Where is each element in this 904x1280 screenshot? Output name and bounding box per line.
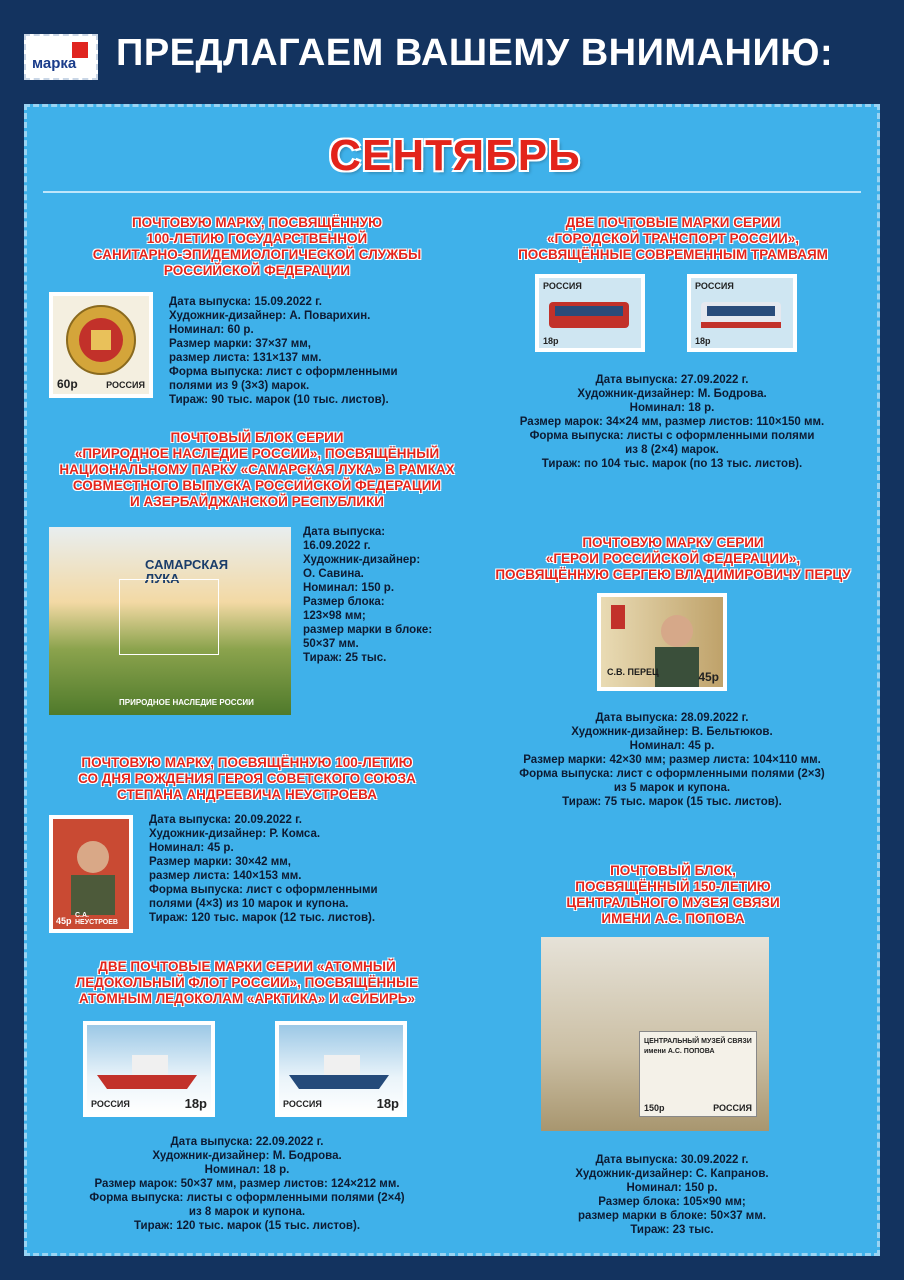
item-title-icebreakers: ДВЕ ПОЧТОВЫЕ МАРКИ СЕРИИ «АТОМНЫЙ ЛЕДОКОЛЬНЫЙ ФЛОТ РОССИИ», ПОСВЯЩЁННЫЕ АТОМНЫМ ЛЕДОКОЛАМ «АРКТИКА» И «СИБИРЬ» xyxy=(75,959,419,1006)
stamp-country: РОССИЯ xyxy=(695,281,734,291)
item-title-samarskaya: ПОЧТОВЫЙ БЛОК СЕРИИ «ПРИРОДНОЕ НАСЛЕДИЕ РОССИИ», ПОСВЯЩЁННЫЙ НАЦИОНАЛЬНОМУ ПАРКУ «САМАРСКАЯ ЛУКА» В РАМКАХ СОВМЕСТНОГО ВЫПУСКА РОССИЙСКОЙ ФЕДЕРАЦИИ И АЗЕРБАЙДЖАНСКОЙ РЕСПУБЛИКИ xyxy=(59,430,455,509)
stamp-museum-title: ЦЕНТРАЛЬНЫЙ МУЗЕЙ СВЯЗИ xyxy=(644,1038,752,1045)
stamp-country: РОССИЯ xyxy=(713,1103,752,1113)
stamp-image-arktika xyxy=(83,1021,215,1117)
icebreaker-icon xyxy=(87,1025,211,1095)
item-title-popov-museum: ПОЧТОВЫЙ БЛОК, ПОСВЯЩЁННЫЙ 150-ЛЕТИЮ ЦЕНТРАЛЬНОГО МУЗЕЯ СВЯЗИ ИМЕНИ А.С. ПОПОВА xyxy=(566,863,780,926)
stamp-country: РОССИЯ xyxy=(106,380,145,390)
stamp-image-perets xyxy=(597,593,727,691)
content-sheet xyxy=(24,104,880,1256)
stamp-denomination: 60р xyxy=(57,377,78,391)
divider xyxy=(43,191,861,193)
logo-text: марка xyxy=(32,55,77,72)
item-details-sanitary: Дата выпуска: 15.09.2022 г. Художник-дизайнер: А. Поварихин. Номинал: 60 р. Размер марки: 37×37 мм, размер листа: 131×137 мм. Форма выпуска: лист с оформленными полями из 9 (3×3) марок. Тираж: 90 тыс. марок (10 тыс. листов). xyxy=(169,296,398,406)
item-title-perets: ПОЧТОВУЮ МАРКУ СЕРИИ «ГЕРОИ РОССИЙСКОЙ ФЕДЕРАЦИИ», ПОСВЯЩЁННУЮ СЕРГЕЮ ВЛАДИМИРОВИЧУ ПЕРЦУ xyxy=(495,535,851,582)
item-title-sanitary: ПОЧТОВУЮ МАРКУ, ПОСВЯЩЁННУЮ 100-ЛЕТИЮ ГОСУДАРСТВЕННОЙ САНИТАРНО-ЭПИДЕМИОЛОГИЧЕСКОЙ СЛУЖБЫ РОССИЙСКОЙ ФЕДЕРАЦИИ xyxy=(92,215,422,278)
block-series-text: ПРИРОДНОЕ НАСЛЕДИЕ РОССИИ xyxy=(119,698,254,707)
item-details-trams: Дата выпуска: 27.09.2022 г. Художник-дизайнер: М. Бодрова. Номинал: 18 р. Размер марок: 34×24 мм, размер листов: 110×150 мм. Форма выпуска: листы с оформленными полями из 8 (2×4) марок. Тираж: по 104 тыс. марок (по 13 тыс. листов). xyxy=(519,374,825,470)
stamp-museum-subtitle: имени А.С. ПОПОВА xyxy=(644,1048,715,1055)
stamp-country: РОССИЯ xyxy=(543,281,582,291)
block-image-samarskaya xyxy=(49,527,291,715)
stamp-denomination: 18р xyxy=(543,336,559,346)
stamp-hero-name: С.В. ПЕРЕЦ xyxy=(607,667,659,677)
stamp-hero-name: С.А. НЕУСТРОЕВ xyxy=(75,912,118,926)
page-header-title: ПРЕДЛАГАЕМ ВАШЕМУ ВНИМАНИЮ: xyxy=(116,32,834,74)
block-image-popov-museum xyxy=(541,937,769,1131)
stamp-image-sibir xyxy=(275,1021,407,1117)
block-logo-text: САМАРСКАЯ xyxy=(145,557,229,572)
inner-stamp-frame xyxy=(119,579,219,655)
stamp-denomination: 18р xyxy=(695,336,711,346)
stamp-country: РОССИЯ xyxy=(283,1099,322,1109)
item-details-icebreakers: Дата выпуска: 22.09.2022 г. Художник-дизайнер: М. Бодрова. Номинал: 18 р. Размер марок: 50×37 мм, размер листов: 124×212 мм. Форма выпуска: листы с оформленными полями (2×4) из 8 марок и купона. Тираж: 120 тыс. марок (15 тыс. листов). xyxy=(89,1136,405,1232)
stamp-image-tram-2 xyxy=(687,274,797,352)
stamp-denomination: 18р xyxy=(184,1096,207,1111)
item-details-popov-museum: Дата выпуска: 30.09.2022 г. Художник-дизайнер: С. Капранов. Номинал: 150 р. Размер блока: 105×90 мм; размер марки в блоке: 50×37 мм. Тираж: 23 тыс. xyxy=(575,1154,769,1236)
month-title: СЕНТЯБРЬ xyxy=(329,131,581,180)
item-details-neustroev: Дата выпуска: 20.09.2022 г. Художник-дизайнер: Р. Комса. Номинал: 45 р. Размер марки: 30×42 мм, размер листа: 140×153 мм. Форма выпуска: лист с оформленными полями (4×3) из 10 марок и купона. Тираж: 120 тыс. марок (12 тыс. листов). xyxy=(149,814,378,924)
stamp-image-sanitary xyxy=(49,292,153,398)
item-title-trams: ДВЕ ПОЧТОВЫЕ МАРКИ СЕРИИ «ГОРОДСКОЙ ТРАНСПОРТ РОССИИ», ПОСВЯЩЁННЫЕ СОВРЕМЕННЫМ ТРАМВАЯМ xyxy=(518,215,828,262)
stamp-denomination: 45р xyxy=(698,670,719,684)
block-logo-text-2: ЛУКА xyxy=(145,571,180,586)
item-details-samarskaya: Дата выпуска: 16.09.2022 г. Художник-дизайнер: О. Савина. Номинал: 150 р. Размер блока: 123×98 мм; размер марки в блоке: 50×37 мм. Тираж: 25 тыс. xyxy=(303,526,433,664)
stamp-image-tram-1 xyxy=(535,274,645,352)
stamp-country: РОССИЯ xyxy=(91,1099,130,1109)
stamp-denomination: 45р xyxy=(56,916,72,926)
item-details-perets: Дата выпуска: 28.09.2022 г. Художник-дизайнер: В. Бельтюков. Номинал: 45 р. Размер марки: 42×30 мм; размер листа: 104×110 мм. Форма выпуска: лист с оформленными полями (2×3) из 5 марок и купона. Тираж: 75 тыс. марок (15 тыс. листов). xyxy=(519,712,825,808)
item-title-neustroev: ПОЧТОВУЮ МАРКУ, ПОСВЯЩЁННУЮ 100-ЛЕТИЮ СО ДНЯ РОЖДЕНИЯ ГЕРОЯ СОВЕТСКОГО СОЮЗА СТЕПАНА АНДРЕЕВИЧА НЕУСТРОЕВА xyxy=(78,755,416,802)
stamp-denomination: 18р xyxy=(376,1096,399,1111)
portrait-icon xyxy=(53,819,129,919)
inner-stamp-frame xyxy=(639,1031,757,1117)
icebreaker-icon xyxy=(279,1025,403,1095)
brand-logo xyxy=(24,34,98,80)
stamp-denomination: 150р xyxy=(644,1103,665,1113)
stamp-image-neustroev xyxy=(49,815,133,933)
